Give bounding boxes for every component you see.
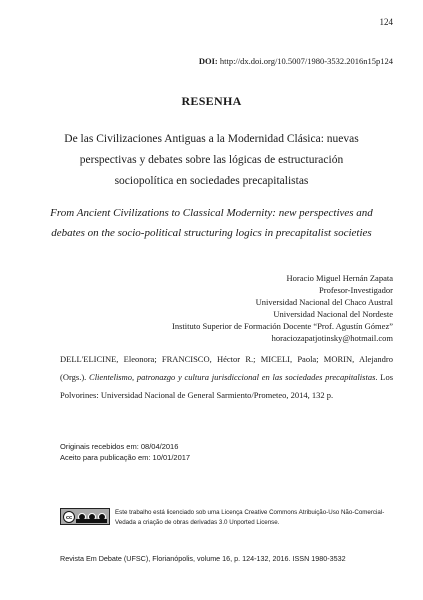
title-english: From Ancient Civilizations to Classical Modernity: new perspectives and debates on the socio-political structuring logics in precapitalist societies (50, 207, 373, 239)
reference-book-title: Clientelismo, patronazgo y cultura jurisdiccional en las sociedades precapitalistas (89, 372, 376, 382)
doi-line (199, 56, 393, 66)
author-block (172, 272, 393, 344)
doi-link[interactable]: http://dx.doi.org/10.5007/1980-3532.2016n15p124 (219, 56, 393, 66)
received-date: Originais recebidos em: 08/04/2016 (60, 442, 179, 451)
title-spanish: De las Civilizaciones Antiguas a la Modernidad Clásica: nuevas perspectivas y debates sobre las lógicas de estructuración sociopolítica en sociedades precapitalistas (64, 133, 359, 187)
page-number: 124 (379, 17, 393, 27)
author-affiliation: Universidad Nacional del Chaco Austral (255, 297, 393, 307)
author-role: Profesor-Investigador (319, 285, 393, 295)
author-affiliation: Instituto Superior de Formación Docente “Prof. Agustín Gómez” (172, 321, 393, 331)
reference-publisher: Los Polvorines: Universidad Nacional de General Sarmiento/Prometeo, 2014, 132 p. (60, 372, 393, 400)
accepted-date: Aceito para publicação em: 10/01/2017 (60, 453, 191, 462)
license-strip (76, 519, 107, 523)
license-text: Este trabalho está licenciado sob uma Licença Creative Commons Atribuição-Uso Não-Comercial-Vedada a criação de obras derivadas 3.0 Unported License. (115, 509, 385, 526)
journal-footer: Revista Em Debate (UFSC), Florianópolis, volume 16, p. 124-132, 2016. ISSN 1980-3532 (60, 554, 346, 563)
author-name: Horacio Miguel Hernán Zapata (286, 273, 393, 283)
submission-dates (60, 441, 190, 463)
creative-commons-badge-icon[interactable] (60, 508, 110, 525)
section-title: RESENHA (181, 94, 242, 108)
doi-label: DOI: (198, 56, 218, 66)
reference-authors: DELL'ELICINE, Eleonora; FRANCISCO, Héctor R.; MICELI, Paola; MORIN, Alejandro (Orgs.). (60, 354, 393, 382)
author-email[interactable]: horaciozapatjotinsky@hotmail.com (271, 333, 393, 343)
author-affiliation: Universidad Nacional del Nordeste (273, 309, 393, 319)
book-reference: DELL'ELICINE, Eleonora; FRANCISCO, Héctor R.; MICELI, Paola; MORIN, Alejandro (Orgs.). Clientelismo, patronazgo y cultura jurisdiccional en las sociedades precapitalistas. Los Polvorines: Universidad Nacional de General Sarmiento/Prometeo, 2014, 132 p. (60, 354, 393, 400)
cc-logo-icon: cc (63, 511, 75, 523)
